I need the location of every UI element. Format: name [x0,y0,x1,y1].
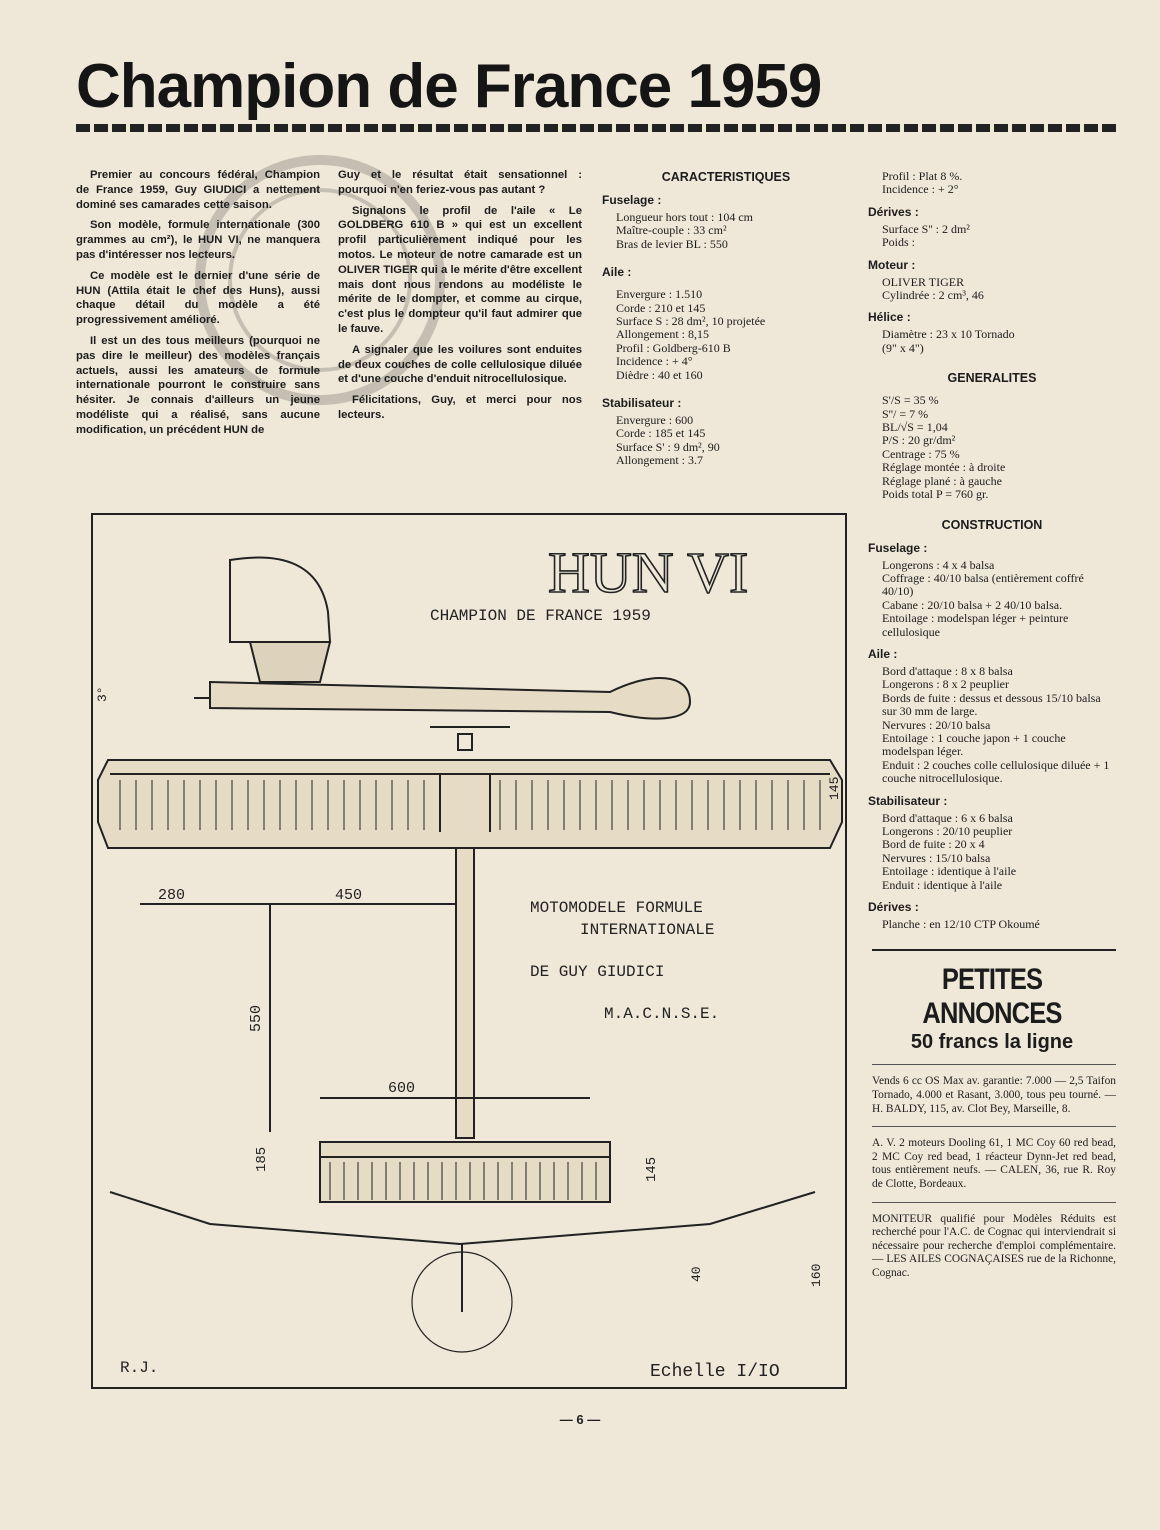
spec-line: Profil : Plat 8 %. [882,169,963,183]
dim-600: 600 [388,1080,416,1097]
specs-column [868,170,1116,1301]
article-paragraph: Guy et le résultat était sensationnel : pourquoi n'en feriez-vous pas autant ? [338,169,582,196]
angle-label: 3° [95,686,110,702]
spec-line: Entoilage : identique à l'aile [882,864,1017,879]
drawing-author: R.J. [120,1359,159,1377]
dim-145b: 145 [644,1156,660,1182]
spec-line: Envergure : 1.510 [616,287,703,302]
spec-line: Poids total P = 760 gr. [882,487,989,502]
ads-title: PETITES ANNONCES [922,963,1062,1031]
derives-heading: Dérives : [868,204,919,219]
caption-line: DE GUY GIUDICI [530,963,665,981]
classified-ad: MONITEUR qualifié pour Modèles Réduits est recherché pour l'A.C. de Cognac qui interviendrait si nécessaire pour recherche d'emploi complémentaire. — LES AILES COGNAÇAISES rue de la Richonne, Cognac. [872,1212,1116,1279]
spec-line: Coffrage : 40/10 balsa (entièrement coffré 40/10) [882,570,1084,599]
article-paragraph: Félicitations, Guy, et merci pour nos lecteurs. [338,394,582,421]
dim-145a: 145 [827,776,842,800]
spec-line: Poids : [882,235,916,250]
helice-heading: Hélice : [868,310,911,325]
spec-line: Maître-couple : 33 cm² [616,223,727,238]
spec-line: Incidence : + 2° [882,182,959,197]
aile-heading: Aile : [602,265,632,280]
dim-550: 550 [248,1004,265,1032]
drawing-title: HUN VI [548,540,749,605]
spec-line: Allongement : 3.7 [616,453,703,468]
article-column-2 [338,168,582,429]
spec-line: Réglage plané : à gauche [882,473,1002,488]
page-title: Champion de France 1959 [76,52,822,121]
spec-line: Allongement : 8,15 [616,327,709,342]
article-paragraph: Il est un des tous meilleurs (pourquoi ne pas dire le meilleur) des modèles français actuels, aussi les amateurs de formule internationale pourront le construire sans hésiter. Je connais d'ailleurs un jeune modéliste qui a réalisé, sans aucune modification, un précédent HUN de [76,334,320,436]
spec-line: (9" x 4") [882,340,924,355]
spec-line: Surface S' : 9 dm², 90 [616,439,720,454]
spec-line: Cylindrée : 2 cm³, 46 [882,288,984,303]
spec-line: Longerons : 4 x 4 balsa [882,557,995,572]
spec-line: P/S : 20 gr/dm² [882,433,956,448]
article-paragraph: A signaler que les voilures sont enduites de deux couches de colle cellulosique diluée et d'une couche d'enduit nitrocellulosique. [338,343,582,386]
spec-line: Corde : 185 et 145 [616,426,706,441]
spec-line: Bords de fuite : dessus et dessous 15/10 balsa sur 30 mm de large. [882,690,1101,719]
c-fuselage-heading: Fuselage : [868,540,928,555]
drawing-scale: Echelle I/IO [650,1362,780,1382]
spec-line: Bras de levier BL : 550 [616,236,728,251]
dim-160: 160 [809,1263,824,1287]
classified-ad: A. V. 2 moteurs Dooling 61, 1 MC Coy 60 red bead, 2 MC Coy red bead, 1 réacteur Dynn-Jet red bead, tous entièrement neufs. — CALEN, 36, rue R. Roy de Clotte, Bordeaux. [872,1137,1116,1202]
spec-line: Entoilage : 1 couche japon + 1 couche modelspan léger. [882,730,1066,759]
spec-line: Enduit : 2 couches colle cellulosique diluée + 1 couche nitrocellulosique. [882,757,1110,786]
caption-line: MOTOMODELE FORMULE [530,899,703,917]
spec-line: Cabane : 20/10 balsa + 2 40/10 balsa. [882,597,1063,612]
article-paragraph: Ce modèle est le dernier d'une série de HUN (Attila était le chef des Huns), aussi chaque détail du modèle a été progressivement amélioré. [76,269,320,327]
spec-line: Dièdre : 40 et 160 [616,367,703,382]
spec-line: Nervures : 20/10 balsa [882,717,991,732]
c-derives-heading: Dérives : [868,900,919,915]
generalites-title: GENERALITES [947,371,1037,386]
spec-line: Surface S : 28 dm², 10 projetée [616,314,766,329]
plan-drawing [90,512,850,1392]
spec-line: Planche : en 12/10 CTP Okoumé [882,917,1040,932]
spec-line: Longueur hors tout : 104 cm [616,210,753,224]
spec-line: S''/ = 7 % [882,406,929,421]
spec-line: Longerons : 8 x 2 peuplier [882,677,1009,692]
dim-280: 280 [158,887,186,904]
drawing-subtitle: CHAMPION DE FRANCE 1959 [430,607,651,625]
spec-line: Bord d'attaque : 8 x 8 balsa [882,663,1013,678]
construction-title: CONSTRUCTION [941,517,1043,532]
spec-line: Centrage : 75 % [882,446,960,461]
spec-line: Nervures : 15/10 balsa [882,850,991,865]
characteristics-column [602,170,850,468]
spec-line: Diamètre : 23 x 10 Tornado [882,327,1015,342]
spec-line: Longerons : 20/10 peuplier [882,824,1013,838]
dim-40: 40 [689,1266,704,1282]
article-column-1 [76,168,320,444]
article-paragraph: Premier au concours fédéral, Champion de France 1959, Guy GIUDICI a nettement dominé ses camarades cette saison. [76,169,320,211]
cabane-outline [250,642,330,682]
spec-line: Bord d'attaque : 6 x 6 balsa [882,810,1013,825]
title-rule [76,124,1116,132]
caption-line: M.A.C.N.S.E. [604,1005,720,1023]
dim-185: 185 [254,1146,270,1172]
spec-line: Envergure : 600 [616,413,694,428]
spec-line: OLIVER TIGER [882,274,965,289]
spec-line: Profil : Goldberg-610 B [616,340,731,355]
fuselage-heading: Fuselage : [602,193,662,207]
spec-line: Entoilage : modelspan léger + peinture cellulosique [882,611,1069,639]
caption-line: INTERNATIONALE [580,921,715,939]
spec-line: S'/S = 35 % [882,393,939,408]
spec-line: BL/√S = 1,04 [882,420,948,435]
spec-line: Bord de fuite : 20 x 4 [882,837,985,852]
ads-rule [872,1064,1116,1065]
c-stab-heading: Stabilisateur : [868,793,948,808]
spec-line: Surface S'' : 2 dm² [882,221,970,236]
dim-450: 450 [335,887,363,904]
c-aile-heading: Aile : [868,646,898,661]
stab-heading: Stabilisateur : [602,396,682,411]
page-number: — 6 — [559,1412,601,1427]
fin-outline [230,558,330,642]
classified-ad: Vends 6 cc OS Max av. garantie: 7.000 — 2,5 Taifon Tornado, 4.000 et Rasant, 3.000, tous peu tourné. — H. BALDY, 115, av. Clot Bey, Marseille, 8. [872,1075,1116,1127]
spec-line: Enduit : identique à l'aile [882,877,1003,892]
article-paragraph: Son modèle, formule internationale (300 grammes au cm²), le HUN VI, ne manquera pas d'intéresser nos lecteurs. [76,219,320,261]
characteristics-title: CARACTERISTIQUES [661,170,791,184]
ads-divider [872,949,1116,951]
article-paragraph: Signalons le profil de l'aile « Le GOLDBERG 610 B » qui est un excellent profil particulièrement indiqué pour les motos. Le moteur de notre camarade est un OLIVER TIGER qui a le mérite d'être excellent mais dont nous rendons au modéliste le mérite de le dompter, et comme au cirque, c'est plus le dompteur qu'il faut admirer que le fauve. [338,204,582,335]
tail-boom [456,848,474,1138]
stabilizer-planform [320,1142,610,1202]
spec-line: Réglage montée : à droite [882,460,1006,475]
moteur-heading: Moteur : [868,257,916,272]
spec-line: Incidence : + 4° [616,354,693,369]
spec-line: Corde : 210 et 145 [616,300,706,315]
ads-subtitle: 50 francs la ligne [910,1031,1074,1054]
fuselage-side [210,678,690,719]
